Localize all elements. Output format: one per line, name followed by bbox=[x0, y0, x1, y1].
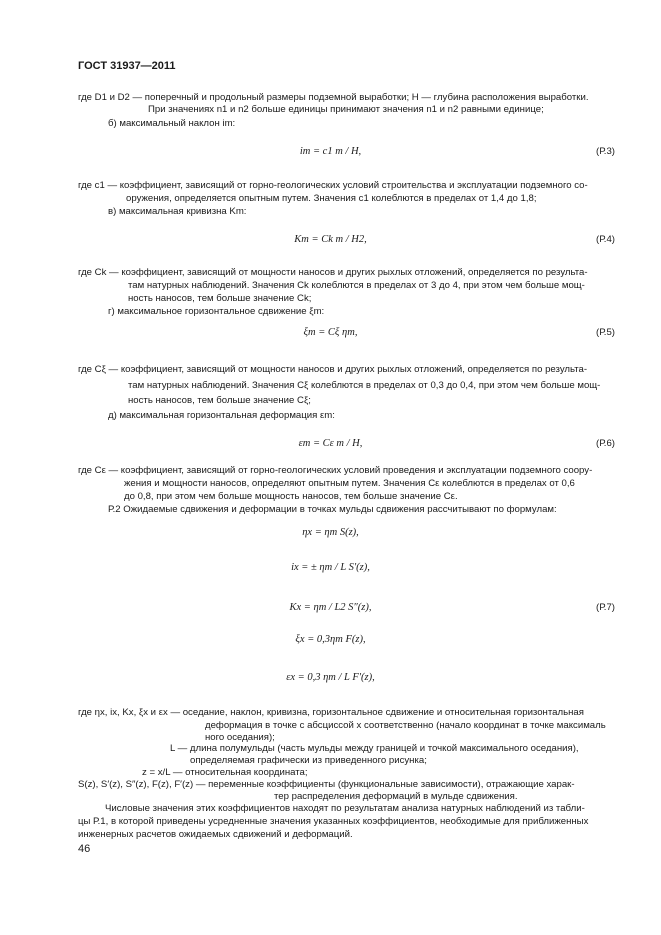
formula-p4: Km = Ck m / H2, bbox=[294, 234, 367, 245]
text-line-16: жения и мощности наносов, определяют опытным путем. Значения Cε колеблются в пределах от 0,6 bbox=[124, 478, 575, 489]
text-line-18: Р.2 Ожидаемые сдвижения и деформации в точках мульды сдвижения рассчитывают по формулам: bbox=[108, 504, 557, 515]
text-line-26: тер распределения деформаций в мульде сдвижения. bbox=[274, 791, 518, 802]
formula-p7-tilt: ix = ± ηm / L S′(z), bbox=[291, 562, 370, 573]
formula-p3: im = c1 m / H, bbox=[299, 146, 362, 157]
formula-p7-eta: ηx = ηm S(z), bbox=[302, 527, 359, 538]
text-line-1: где D1 и D2 — поперечный и продольный размеры подземной выработки; H — глубина расположения выработки. bbox=[78, 92, 589, 103]
text-line-3: б) максимальный наклон im: bbox=[108, 118, 236, 129]
text-line-4: где c1 — коэффициент, зависящий от горно-геологических условий строительства и эксплуатации подземного со- bbox=[78, 180, 588, 191]
text-line-20: деформация в точке с абсциссой x соответственно (начало координат в точке максималь bbox=[205, 720, 606, 731]
text-line-9: ность наносов, тем больше значение Ck; bbox=[128, 293, 312, 304]
formula-number-p6: (Р.6) bbox=[596, 438, 615, 449]
text-line-14: д) максимальная горизонтальная деформация εm: bbox=[108, 410, 335, 421]
formula-p7-xi: ξx = 0,3ηm F(z), bbox=[295, 634, 366, 645]
text-line-15: где Cε — коэффициент, зависящий от горно-геологических условий проведения и эксплуатации подземного соору- bbox=[78, 465, 593, 476]
formula-number-p7: (Р.7) bbox=[596, 602, 615, 613]
document-header: ГОСТ 31937—2011 bbox=[78, 60, 176, 72]
page-number: 46 bbox=[78, 843, 91, 855]
formula-number-p4: (Р.4) bbox=[596, 234, 615, 245]
text-line-7: где Ck — коэффициент, зависящий от мощности наносов и других рыхлых отложений, определяется по результа- bbox=[78, 267, 588, 278]
text-line-24: z = x/L — относительная координата; bbox=[142, 767, 308, 778]
text-line-23: определяемая графически из приведенного рисунка; bbox=[190, 755, 427, 766]
formula-p7-epsilon: εx = 0,3 ηm / L F′(z), bbox=[286, 672, 375, 683]
text-line-29: инженерных расчетов ожидаемых сдвижений и деформаций. bbox=[78, 829, 353, 840]
text-line-2: При значениях n1 и n2 больше единицы принимают значения n1 и n2 равными единице; bbox=[148, 104, 544, 115]
text-line-27: Числовые значения этих коэффициентов находят по результатам анализа натурных наблюдений из табли- bbox=[105, 803, 585, 814]
text-line-12: там натурных наблюдений. Значения Cξ колеблются в пределах от 0,3 до 0,4, при этом чем больше мощ- bbox=[128, 380, 601, 391]
formula-number-p3: (Р.3) bbox=[596, 146, 615, 157]
text-line-6: в) максимальная кривизна Km: bbox=[108, 206, 247, 217]
text-line-8: там натурных наблюдений. Значения Ck колеблются в пределах от 3 до 4, при этом чем больше мощ- bbox=[128, 280, 585, 291]
text-line-17: до 0,8, при этом чем больше мощность наносов, тем больше значение Cε. bbox=[124, 491, 458, 502]
text-line-21: ного оседания); bbox=[205, 732, 275, 743]
text-line-22: L — длина полумульды (часть мульды между границей и точкой максимального оседания), bbox=[170, 743, 579, 754]
formula-p6: εm = Cε m / H, bbox=[298, 438, 363, 449]
text-line-5: оружения, определяется опытным путем. Значения c1 колеблются в пределах от 1,4 до 1,8; bbox=[126, 193, 537, 204]
formula-number-p5: (Р.5) bbox=[596, 327, 615, 338]
text-line-10: г) максимальное горизонтальное сдвижение ξm: bbox=[108, 306, 325, 317]
text-line-11: где Cξ — коэффициент, зависящий от мощности наносов и других рыхлых отложений, определяется по результа- bbox=[78, 364, 588, 375]
text-line-13: ность наносов, тем больше значение Cξ; bbox=[128, 395, 311, 406]
text-line-25: S(z), S′(z), S″(z), F(z), F′(z) — переменные коэффициенты (функциональные зависимости), отражающие харак- bbox=[78, 779, 575, 790]
text-line-19: где ηx, ix, Kx, ξx и εx — оседание, наклон, кривизна, горизонтальное сдвижение и относительная горизонтальная bbox=[78, 707, 584, 718]
formula-p5: ξm = Cξ ηm, bbox=[303, 327, 358, 338]
text-line-28: цы Р.1, в которой приведены усредненные значения указанных коэффициентов, необходимые для приближенных bbox=[78, 816, 589, 827]
formula-p7-curvature: Kx = ηm / L2 S″(z), bbox=[289, 602, 372, 613]
